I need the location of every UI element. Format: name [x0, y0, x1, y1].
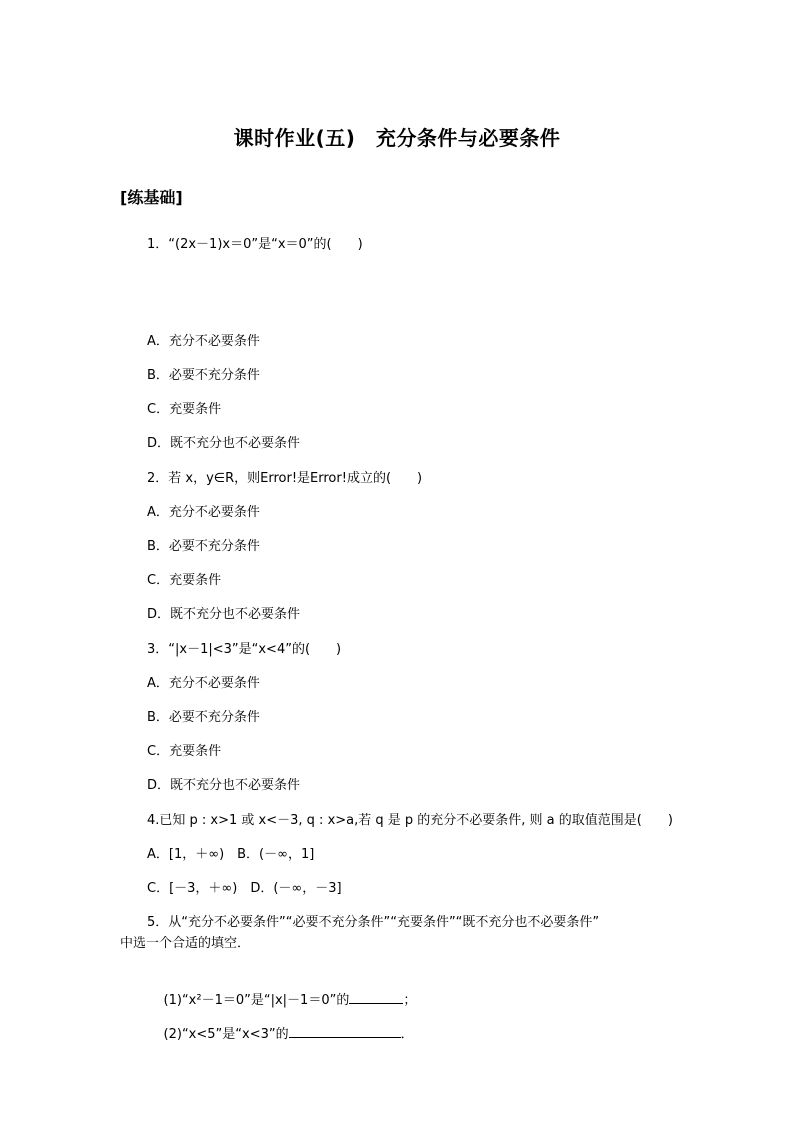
question-1-option-d: D．既不充分也不必要条件: [147, 436, 301, 451]
question-4-options-ab: A．[1，＋∞) B．(－∞，1]: [147, 847, 315, 862]
question-5-part-2: [147, 1003, 414, 1065]
question-1-option-b: B．必要不充分条件: [147, 368, 260, 383]
question-3-option-c: C．充要条件: [147, 744, 222, 759]
question-5-part-2-text: (2)“x<5”是“x<3”的: [163, 1027, 289, 1042]
question-3-option-d: D．既不充分也不必要条件: [147, 778, 301, 793]
question-5-part-1-end: ；: [403, 993, 417, 1008]
answer-blank-1[interactable]: [349, 989, 403, 1004]
section-heading: [练基础]: [120, 188, 183, 207]
question-2-option-d: D．既不充分也不必要条件: [147, 607, 301, 622]
question-1-stem: 1．“(2x－1)x＝0”是“x＝0”的( ): [147, 237, 363, 252]
question-3-option-b: B．必要不充分条件: [147, 710, 260, 725]
question-5-part-2-end: ．: [400, 1027, 414, 1042]
question-4-stem: 4.已知 p : x>1 或 x<－3, q : x>a,若 q 是 p 的充分不必要条件, 则 a 的取值范围是( ): [147, 813, 673, 828]
question-3-option-a: A．充分不必要条件: [147, 676, 260, 691]
question-2-option-b: B．必要不充分条件: [147, 539, 260, 554]
page-title: 课时作业(五) 充分条件与必要条件: [233, 126, 561, 150]
question-2-option-a: A．充分不必要条件: [147, 505, 260, 520]
question-1-option-a: A．充分不必要条件: [147, 334, 260, 349]
question-3-stem: 3．“|x－1|<3”是“x<4”的( ): [147, 642, 342, 657]
question-2-option-c: C．充要条件: [147, 573, 222, 588]
question-5-part-1-text: (1)“x²－1＝0”是“|x|－1＝0”的: [163, 993, 350, 1008]
question-5-stem-line-2: 中选一个合适的填空．: [120, 936, 251, 951]
question-2-stem: 2．若 x，y∈R，则Error!是Error!成立的( ): [147, 471, 423, 486]
answer-blank-2[interactable]: [289, 1023, 401, 1038]
question-4-options-cd: C．[－3，＋∞) D．(－∞，－3]: [147, 881, 342, 896]
question-1-option-c: C．充要条件: [147, 402, 222, 417]
question-5-stem-line-1: 5．从“充分不必要条件”“必要不充分条件”“充要条件”“既不充分也不必要条件”: [147, 915, 600, 930]
